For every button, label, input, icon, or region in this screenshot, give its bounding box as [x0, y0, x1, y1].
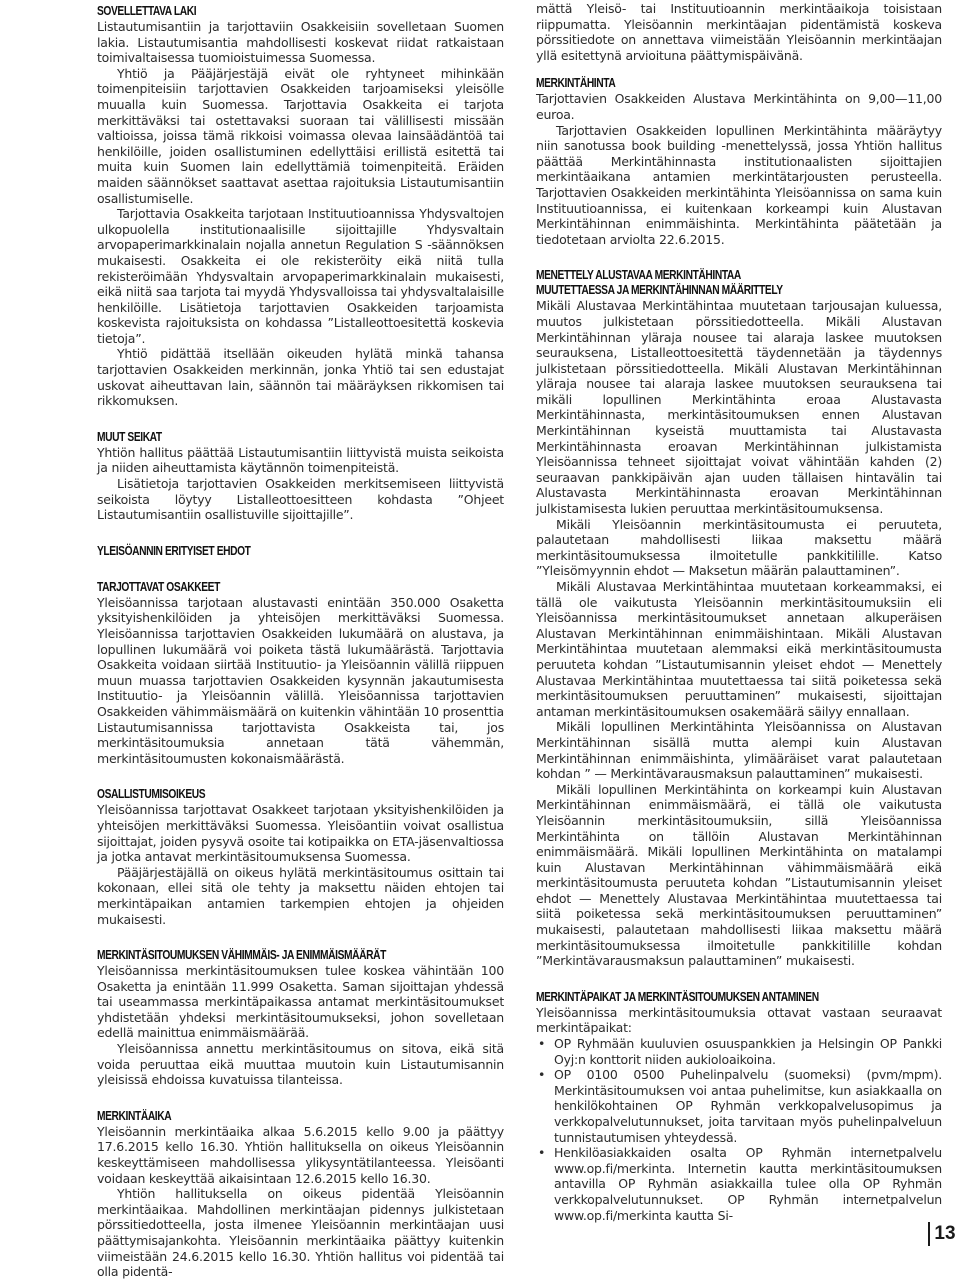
bullet-icon: • — [538, 1067, 546, 1083]
bullet-icon: • — [538, 1036, 546, 1052]
paragraph: Mikäli Yleisöannin merkintäsitoumusta ei peruuteta, palautetaan mahdollisesti liikaa maksettu määrä merkintäsitoumuksessa ilmoitetulle pankkitilille. Katso ”Yleisömyynnin ehdot — Maksetun määrän palauttaminen”. — [536, 516, 942, 579]
heading-osallistumisoikeus: OSALLISTUMISOIKEUS — [97, 787, 206, 802]
list-item — [536, 1067, 942, 1145]
paragraph: Yleisöannissa merkintäsitoumuksia ottavat vastaan seuraavat merkintäpaikat: — [536, 1004, 942, 1036]
paragraph: Listautumisantiin ja tarjottaviin Osakkeisiin sovelletaan Suomen lakia. Listautumisantia mahdollisesti koskevat riidat ratkaistaan toimivaltaisessa tuomioistuimessa Suomessa. — [97, 19, 504, 66]
heading-menettely: MENETTELY ALUSTAVAA MERKINTÄHINTAA MUUTETTAESSA JA MERKINTÄHINNAN MÄÄRITTELY — [536, 268, 783, 298]
list-item-text: Henkilöasiakkaiden osalta OP Ryhmän internetpalvelu www.op.fi/merkinta. Internetin kautta merkintäsitoumuksen antavilla OP Ryhmän asiakkailla tulee olla OP Ryhmän verkkopalvelutunnukset. OP Ryhmän internetpalvelun www.op.fi/merkinta kautta Si- — [554, 1145, 942, 1223]
paragraph: Yleisöannissa tarjottavat Osakkeet tarjotaan yksityishenkilöiden ja yhteisöjen merkittäväksi Suomessa. Yleisöantiin voivat osallistua sijoittajat, joiden pysyvä osoite tai kotipaikka on ETA-jäsenvaltiossa ja jotka antavat merkintäsitoumuksensa Suomessa. — [97, 802, 504, 865]
paragraph: Yhtiön hallituksella on oikeus pidentää Yleisöannin merkintäaikaa. Mahdollinen merkintäajan pidennys julkistetaan pörssitiedotteella, josta ilmenee Yleisöannin merkintäajan uusi päättymisajankohta. Yleisöannin merkintäaika päättyy kuitenkin viimeistään 24.6.2015 kello 16.30. Yhtiön hallitus voi pidentää tai olla pidentä- — [97, 1186, 504, 1280]
left-column — [97, 0, 504, 1280]
heading-tarjottavat-osakkeet: TARJOTTAVAT OSAKKEET — [97, 579, 220, 594]
heading-muut-seikat: MUUT SEIKAT — [97, 429, 162, 444]
heading-merkintaaika: MERKINTÄAIKA — [97, 1108, 172, 1123]
list-item — [536, 1036, 942, 1067]
paragraph: Lisätietoja tarjottavien Osakkeiden merkitsemiseen liittyvistä seikoista löytyy Listalleottoesitteen kohdasta ”Ohjeet Listautumisantiin osallistuville sijoittajille”. — [97, 476, 504, 523]
heading-yleisoannin-erityiset-ehdot: YLEISÖANNIN ERITYISET EHDOT — [97, 543, 251, 558]
paragraph: Mikäli Alustavaa Merkintähintaa muutetaan korkeammaksi, ei tällä ole vaikutusta Yleisöannin merkintäsitoumuksiin eli Yleisöannissa merkintäsitoumukset annetaan alkuperäisen Alustavan Merkintähinnan enimmäishintaan. Mikäli Alustavan Merkintähintaa muutetaan alemmaksi eikä merkintäsitoumusta peruuteta kohdan ”Listautumisannin yleiset ehdot — Menettely Alustavaa Merkintähintaa muutettaessa tai siitä poiketessa sekä merkintäsitoumuksen peruuttaminen” mukaisesti, sijoittajan antaman merkintäsitoumuksen osakemäärä säilyy ennallaan. — [536, 579, 942, 719]
heading-vahimmais-enimmaismaarat: MERKINTÄSITOUMUKSEN VÄHIMMÄIS- JA ENIMMÄISMÄÄRÄT — [97, 948, 386, 963]
paragraph: mättä Yleisö- tai Instituutioannin merkintäaikoja toisistaan riippumatta. Yleisöannin merkintäajan pidentämistä koskeva pörssitiedote on annettava viimeistään Yleisöannin merkintäajan yllä esitettynä arvioituna päättymispäivänä. — [536, 1, 942, 63]
paragraph: Yleisöannissa tarjotaan alustavasti enintään 350.000 Osaketta yksityishenkilöiden ja yhteisöjen merkittäväksi Suomessa. Yleisöannissa tarjottavien Osakkeiden lukumäärä on alustava, ja lopullinen lukumäärä voi poiketa tästä lukumäärästä. Tarjottavia Osakkeita voidaan siirtää Instituutio- ja Yleisöannin välillä riippuen muun muassa tarjottavien Osakkeiden kysynnän jakautumisesta Instituutio- ja Yleisöannin välillä. Yleisöannissa tarjottavien Osakkeiden vähimmäismäärä on kuitenkin vähintään 10 prosenttia Listautumisannissa tarjottavista Osakkeista tai, jos merkintäsitoumuksia annetaan tätä vähemmän, merkintäsitoumusten kokonaismäärästä. — [97, 594, 504, 766]
paragraph: Mikäli Alustavaa Merkintähintaa muutetaan tarjousajan kuluessa, muutos julkistetaan pörssitiedotteella. Mikäli Alustavan Merkintähinnan yläraja nousee tai alaraja laskee muutoksen seurauksena, Listalleottoesitettä täydennetään ja täydennys julkistetaan pörssitiedotteella. Mikäli Alustavan Merkintähinnan yläraja nousee tai alaraja laskee muutoksen seurauksena tai mikäli lopullinen Merkintähinta eroaa Alustavasta Merkintähinnasta, merkintäsitoumuksen ennen Alustavan Merkintähinnan kyseistä muuttamista tai Alustavasta Merkintähinnasta eroavan Merkintähinnan julkistamista Yleisöannissa tehneet sijoittajat voivat vähintään kahden (2) seuraavan pankkipäivän ajan uuden tällaisen hintavälin tai Alustavasta Merkintähinnasta eroavan Merkintähinnan julkistamisesta lukien peruuttaa merkintäsitoumuksensa. — [536, 298, 942, 517]
list-item-text: OP 0100 0500 Puhelinpalvelu (suomeksi) (pvm/mpm). Merkintäsitoumuksen voi antaa puhelimitse, kun asiakkaalla on henkilökohtainen OP Ryhmän verkkopalvelusopimus ja verkkopalvelutunnukset, joita tarvitaan myös puhelinpalveluun tunnistautumisen yhteydessä. — [554, 1067, 942, 1145]
paragraph: Tarjottavien Osakkeiden Alustava Merkintähinta on 9,00—11,00 euroa. — [536, 91, 942, 122]
merkintapaikat-list — [536, 1036, 942, 1223]
paragraph: Yhtiö pidättää itsellään oikeuden hylätä minkä tahansa tarjottavien Osakkeiden merkinnän, jonka Yhtiö tai sen edustajat uskovat aiheuttavan lain, säännön tai määräyksen rikkomisen tai rikkomuksen. — [97, 346, 504, 409]
bullet-icon: • — [538, 1145, 546, 1161]
paragraph: Yleisöannissa merkintäsitoumuksen tulee koskea vähintään 100 Osaketta ja enintään 11.999 Osaketta. Saman sijoittajan yhdessä tai useammassa merkintäpaikassa antamat merkintäsitoumukset yhdistetään yhdeksi merkintäsitoumukseksi, johon sovelletaan edellä mainittua enimmäismäärää. — [97, 963, 504, 1041]
paragraph: Yhtiön hallitus päättää Listautumisantiin liittyvistä muista seikoista ja niiden aiheuttamista käytännön toimenpiteistä. — [97, 444, 504, 476]
right-column — [536, 0, 942, 1223]
paragraph: Yleisöannin merkintäaika alkaa 5.6.2015 kello 9.00 ja päättyy 17.6.2015 kello 16.30. Yhtiön hallituksella on oikeus Yleisöannin keskeyttämiseen mahdollisessa ylikysyntätilanteessa. Yleisöanti voidaan keskeyttää aikaisintaan 12.6.2015 kello 16.30. — [97, 1123, 504, 1186]
paragraph: Yhtiö ja Pääjärjestäjä eivät ole ryhtyneet mihinkään toimenpiteisiin tarjottavien Osakkeiden tarjoamiseksi yleisölle muualla kuin Suomessa. Tarjottavia Osakkeita ei tarjota merkittäväksi tai ostettavaksi suoraan tai välillisesti missään valtioissa, joissa tämä rikkoisi voimassa olevaa lainsäädäntöä tai henkilöille, joiden osallistuminen edellyttäisi erillistä esitettä tai muita kuin Suomen lain edellyttämiä toimenpiteitä. Eräiden maiden säännökset saattavat asettaa rajoituksia Listautumisantiin osallistumiselle. — [97, 65, 504, 206]
heading-sovellettava-laki: SOVELLETTAVA LAKI — [97, 4, 197, 18]
paragraph: Yleisöannissa annettu merkintäsitoumus on sitova, eikä sitä voida peruuttaa eikä muuttaa muutoin kuin Listautumisannin yleisissä ehdoissa kuvatuissa tilanteissa. — [97, 1041, 504, 1088]
paragraph: Pääjärjestäjällä on oikeus hylätä merkintäsitoumus osittain tai kokonaan, ellei sitä ole tehty ja maksettu näiden ehtojen tai merkintäpaikan antamien tarkempien ehtojen ja ohjeiden mukaisesti. — [97, 864, 504, 927]
paragraph: Mikäli lopullinen Merkintähinta on korkeampi kuin Alustavan Merkintähinnan enimmäismäärä, ei tällä ole vaikutusta Yleisöannin merkintäsitoumuksiin, sillä Yleisöannissa Merkintähinta on tällöin Alustavan Merkintähinnan enimmäismäärä. Mikäli lopullinen Merkintähinta on matalampi kuin Alustavan Merkintähinnan vähimmäismäärä eikä merkintäsitoumusta peruuteta kohdan ”Listautumisannin yleiset ehdot — Menettely Alustavaa Merkintähintaa muutettaessa tai siitä poiketessa sekä merkintäsitoumuksen peruuttaminen” mukaisesti, palautetaan mahdollisesti liikaa maksettu määrä merkintäsitoumuksessa ilmoitetulle pankkitilille kohdan ”Merkintävarausmaksun palauttaminen” mukaisesti. — [536, 781, 942, 969]
heading-merkintapaikat: MERKINTÄPAIKAT JA MERKINTÄSITOUMUKSEN ANTAMINEN — [536, 989, 819, 1004]
paragraph: Mikäli lopullinen Merkintähinta Yleisöannissa on Alustavan Merkintähinnan sisällä mutta alempi kuin Alustavan Merkintähinnan enimmäishinta, ylimääräiset varat palautetaan kohdan ” — Merkintävarausmaksun palauttaminen” mukaisesti. — [536, 719, 942, 782]
heading-merkintahinta: MERKINTÄHINTA — [536, 76, 616, 91]
paragraph: Tarjottavia Osakkeita tarjotaan Instituutioannissa Yhdysvaltojen ulkopuolella institutionaalisille sijoittajille Yhdysvaltain arvopaperimarkkinalain nojalla annetun Regulation S -säännöksen mukaisesti. Osakkeita ei ole rekisteröity eikä niitä tulla rekisteröimään Yhdysvaltain arvopaperimarkkinalain mukaisesti, eikä niitä saa tarjota tai myydä Yhdysvalloissa tai yhdysvaltalaisille henkilöille. Lisätietoja tarjottavien Osakkeiden tarjoamista koskevista rajoituksista on kohdassa ”Listalleottoesitettä koskevia tietoja”. — [97, 206, 504, 346]
paragraph: Tarjottavien Osakkeiden lopullinen Merkintähinta määräytyy niin sanotussa book building -menettelyssä, jossa Yhtiön hallitus päättää Merkintähinnasta institutionaalisten sijoittajien merkintäaikana antamien merkintätarjousten perusteella. Tarjottavien Osakkeiden merkintähinta Yleisöannissa on sama kuin Instituutioannissa, ei kuitenkaan korkeampi kuin Alustavan Merkintähinnan enimmäishinta. Merkintähinta päätetään ja tiedotetaan arviolta 22.6.2015. — [536, 122, 942, 247]
page-number: 13 — [928, 1222, 960, 1246]
list-item — [536, 1145, 942, 1223]
list-item-text: OP Ryhmään kuuluvien osuuspankkien ja Helsingin OP Pankki Oyj:n konttorit niiden aukioloaikoina. — [554, 1036, 942, 1067]
